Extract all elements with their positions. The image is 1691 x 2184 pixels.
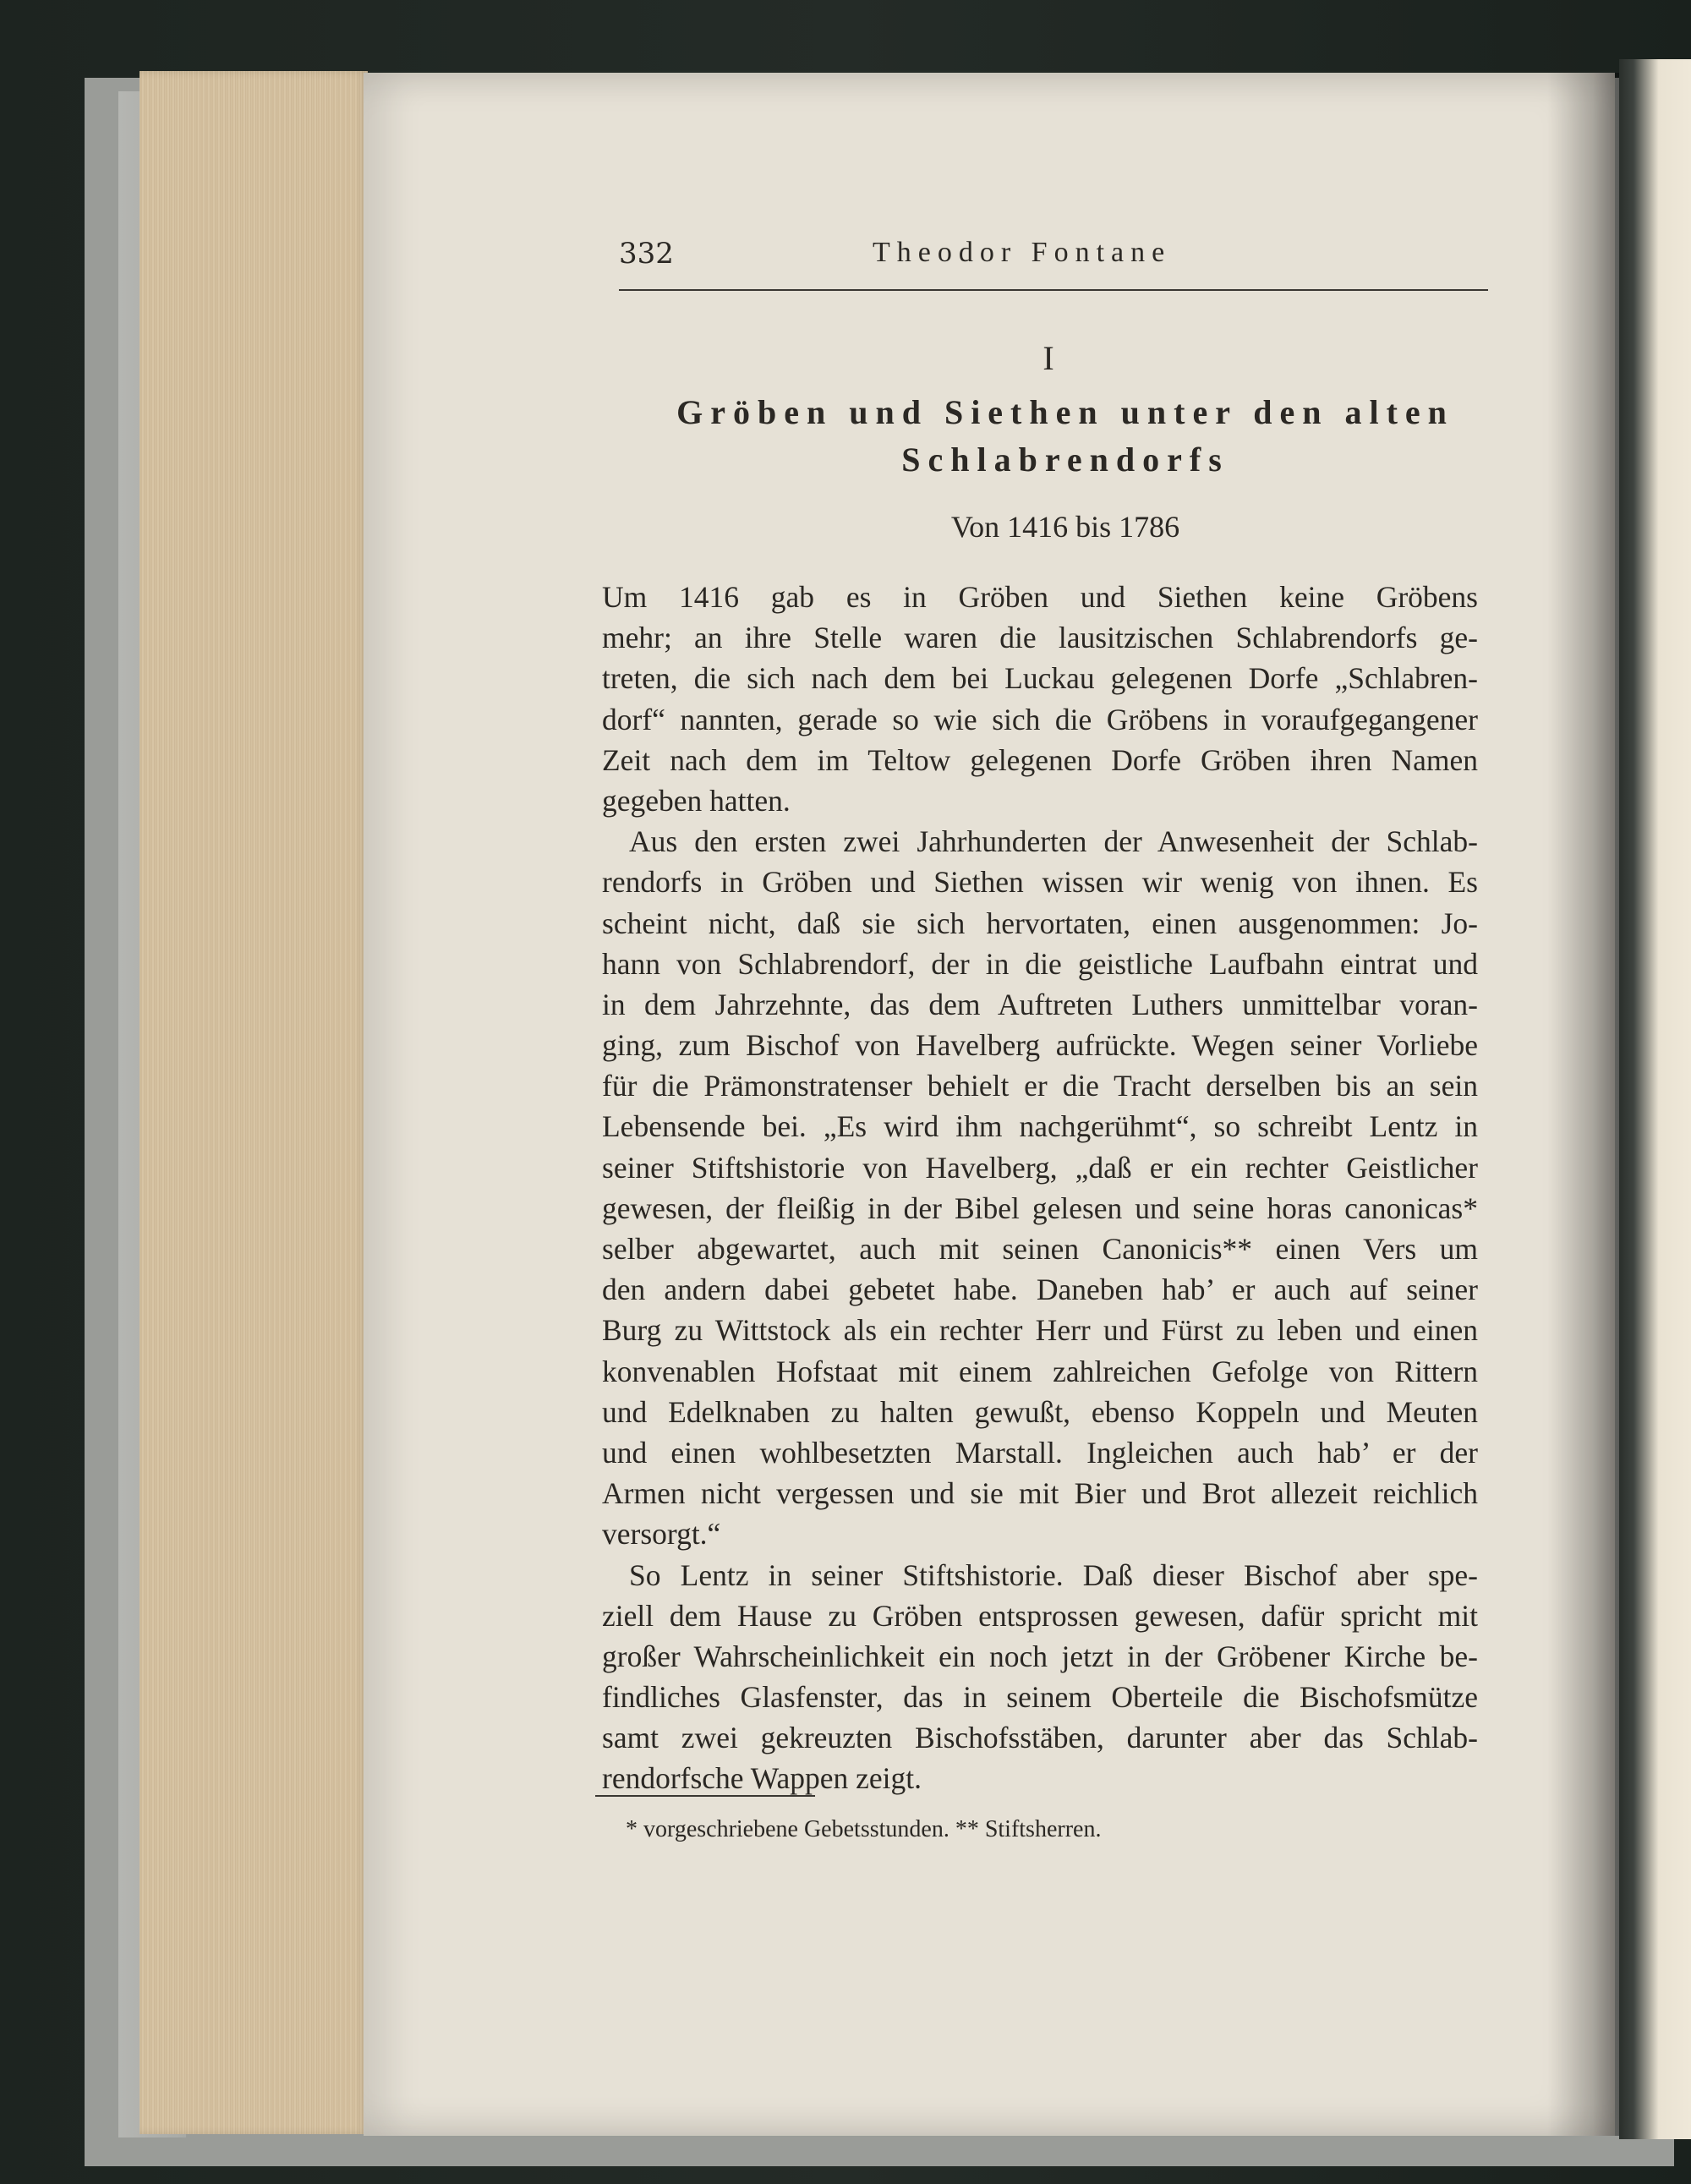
text-line: treten, die sich nach dem bei Luckau gelegenen Dorfe „Schlabren- xyxy=(602,661,1478,696)
text-line: So Lentz in seiner Stiftshistorie. Daß dieser Bischof aber spe- xyxy=(629,1557,1478,1592)
footnote-rule xyxy=(595,1795,815,1797)
text-line: Aus den ersten zwei Jahrhunderten der Anwesenheit der Schlab- xyxy=(629,824,1478,859)
text-line: Lebensende bei. „Es wird ihm nachgerühmt“, so schreibt Lentz in xyxy=(602,1109,1478,1144)
footnote: * vorgeschriebene Gebetsstunden. ** Stiftsherren. xyxy=(626,1816,1102,1842)
text-line: Um 1416 gab es in Gröben und Siethen keine Gröbens xyxy=(602,580,1478,614)
text-line: Armen nicht vergessen und sie mit Bier und Brot allezeit reichlich xyxy=(602,1476,1478,1511)
text-line: selber abgewartet, auch mit seinen Canonicis** einen Vers um xyxy=(602,1232,1478,1266)
text-line: für die Prämonstratenser behielt er die Tracht derselben bis an sein xyxy=(602,1069,1478,1103)
text-line: findliches Glasfenster, das in seinem Oberteile die Bischofsmütze xyxy=(602,1680,1478,1715)
next-page-edge xyxy=(1619,59,1691,2139)
chapter-title xyxy=(643,389,1488,484)
text-line: rendorfsche Wappen zeigt. xyxy=(602,1761,922,1796)
paragraph xyxy=(602,1555,1478,1799)
text-line: dorf“ nannten, gerade so wie sich die Gröbens in voraufgegangener xyxy=(602,702,1478,736)
chapter-title-line-2: Schlabrendorfs xyxy=(901,441,1229,479)
page-header xyxy=(619,237,1488,291)
text-line: und einen wohlbesetzten Marstall. Ingleichen auch hab’ er der xyxy=(602,1435,1478,1470)
text-line: seiner Stiftshistorie von Havelberg, „daß er ein rechter Geistlicher xyxy=(602,1150,1478,1185)
text-line: großer Wahrscheinlichkeit ein noch jetzt in der Gröbener Kirche be- xyxy=(602,1639,1478,1673)
text-line: gegeben hatten. xyxy=(602,783,791,818)
text-line: Zeit nach dem im Teltow gelegenen Dorfe Gröben ihren Namen xyxy=(602,742,1478,777)
text-line: versorgt.“ xyxy=(602,1517,721,1552)
text-line: scheint nicht, daß sie sich hervortaten, einen ausgenommen: Jo- xyxy=(602,906,1478,940)
gutter-shadow xyxy=(1547,73,1623,2136)
chapter-title-line-1: Gröben und Siethen unter den alten xyxy=(676,393,1454,431)
page-number: 332 xyxy=(619,237,674,271)
text-line: konvenablen Hofstaat mit einem zahlreichen Gefolge von Rittern xyxy=(602,1354,1478,1388)
body-text xyxy=(602,577,1478,1799)
text-line: den andern dabei gebetet habe. Daneben hab’ er auch auf seiner xyxy=(602,1273,1478,1307)
text-line: samt zwei gekreuzten Bischofsstäben, darunter aber das Schlab- xyxy=(602,1721,1478,1755)
paragraph xyxy=(602,577,1478,821)
text-line: ging, zum Bischof von Havelberg aufrückte. Wegen seiner Vorliebe xyxy=(602,1028,1478,1063)
text-line: rendorfs in Gröben und Siethen wissen wir wenig von ihnen. Es xyxy=(602,865,1478,900)
text-line: in dem Jahrzehnte, das dem Auftreten Luthers unmittelbar voran- xyxy=(602,987,1478,1021)
text-line: mehr; an ihre Stelle waren die lausitzischen Schlabrendorfs ge- xyxy=(602,621,1478,655)
text-line: Burg zu Wittstock als ein rechter Herr und Fürst zu leben und einen xyxy=(602,1313,1478,1348)
chapter-number: I xyxy=(1043,339,1054,377)
chapter-subtitle: Von 1416 bis 1786 xyxy=(950,510,1180,544)
paragraph xyxy=(602,821,1478,1554)
text-line: und Edelknaben zu halten gewußt, ebenso Koppeln und Meuten xyxy=(602,1394,1478,1429)
text-line: ziell dem Hause zu Gröben entsprossen gewesen, dafür spricht mit xyxy=(602,1598,1478,1633)
running-head: Theodor Fontane xyxy=(873,237,1172,268)
page-edges xyxy=(140,71,368,2134)
text-line: gewesen, der fleißig in der Bibel gelesen und seine horas canonicas* xyxy=(602,1191,1478,1225)
text-line: hann von Schlabrendorf, der in die geistliche Laufbahn eintrat und xyxy=(602,946,1478,981)
